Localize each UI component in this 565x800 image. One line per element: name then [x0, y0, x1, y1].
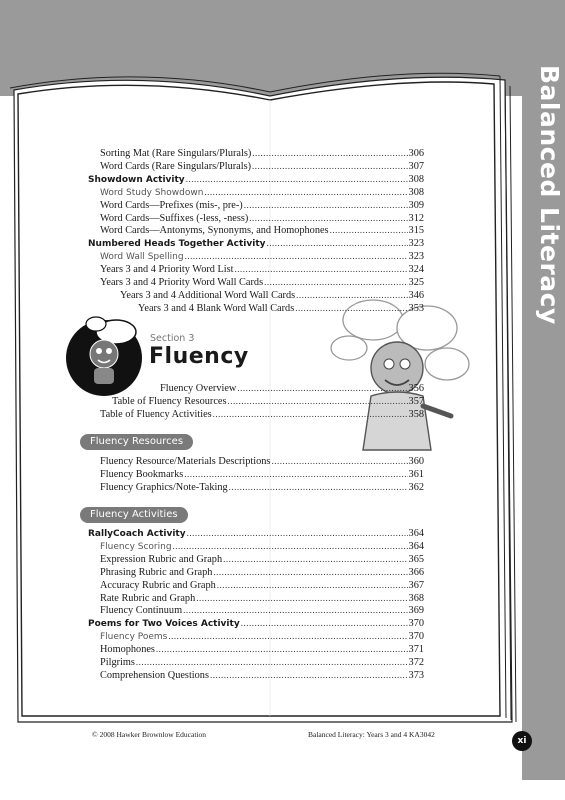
- toc-leader-dots: [196, 592, 407, 604]
- toc-entry-title: Showdown Activity: [88, 174, 185, 185]
- fluency-mascot-illustration: [315, 290, 475, 460]
- toc-entry: [100, 160, 424, 173]
- section-mascot-illustration: [60, 310, 148, 398]
- toc-entry-page: 360: [408, 456, 424, 467]
- toc-leader-dots: [237, 382, 407, 394]
- toc-entry-title: Table of Fluency Activities: [100, 409, 212, 420]
- toc-entry-page: 306: [408, 148, 424, 159]
- toc-leader-dots: [173, 540, 408, 552]
- toc-leader-dots: [235, 263, 408, 275]
- toc-entry: [100, 540, 424, 553]
- toc-entry-page: 308: [408, 186, 424, 198]
- toc-leader-dots: [223, 553, 407, 565]
- toc-entry-page: 308: [408, 173, 424, 185]
- toc-entry-page: 312: [408, 212, 424, 224]
- toc-leader-dots: [168, 630, 407, 642]
- toc-entry: [100, 592, 424, 605]
- toc-leader-dots: [229, 481, 408, 493]
- toc-entry: [100, 199, 424, 212]
- toc-entry: [100, 468, 424, 481]
- toc-entry-title: Word Study Showdown: [100, 187, 204, 198]
- toc-entry-page: 346: [408, 289, 424, 301]
- section-label: Section 3: [150, 333, 195, 344]
- toc-leader-dots: [228, 395, 408, 407]
- toc-entry: [100, 224, 424, 237]
- toc-entry-page: 325: [408, 277, 424, 288]
- toc-entry-page: 356: [408, 383, 424, 394]
- toc-leader-dots: [252, 160, 408, 172]
- toc-entry: [100, 186, 424, 199]
- toc-entry-title: Years 3 and 4 Additional Word Wall Cards: [120, 289, 296, 301]
- toc-leader-dots: [244, 199, 408, 211]
- toc-entry-title: Fluency Poems: [100, 632, 168, 643]
- toc-entry-title: Numbered Heads Together Activity: [88, 239, 266, 250]
- toc-entry: [100, 481, 424, 494]
- section-title: Fluency: [149, 344, 249, 369]
- toc-entry: [100, 276, 424, 289]
- toc-entry-page: 370: [408, 618, 424, 630]
- toc-leader-dots: [296, 289, 407, 301]
- toc-entry-page: 357: [408, 396, 424, 407]
- toc-entry-title: Years 3 and 4 Blank Word Wall Cards: [138, 302, 295, 314]
- toc-entry: [100, 455, 424, 468]
- toc-entry: [100, 604, 424, 617]
- toc-leader-dots: [217, 579, 408, 591]
- toc-leader-dots: [249, 212, 407, 224]
- toc-entry-title: Comprehension Questions: [100, 669, 209, 681]
- toc-entry-title: Accuracy Rubric and Graph: [100, 579, 216, 591]
- toc-entry-title: Sorting Mat (Rare Singulars/Plurals): [100, 148, 252, 159]
- toc-entry-title: Poems for Two Voices Activity: [88, 619, 240, 630]
- toc-entry-page: 362: [408, 482, 424, 493]
- toc-entry: [100, 263, 424, 276]
- toc-entry: [88, 173, 424, 186]
- footer-book-title: Balanced Literacy: Years 3 and 4 KA3042: [308, 730, 435, 739]
- toc-leader-dots: [330, 224, 408, 236]
- toc-entry: [138, 302, 424, 315]
- toc-leader-dots: [252, 147, 407, 159]
- toc-leader-dots: [295, 302, 407, 314]
- toc-entry-page: 368: [408, 592, 424, 604]
- toc-entry-page: 371: [408, 644, 424, 656]
- side-title: Balanced Literacy: [535, 65, 564, 325]
- toc-entry-page: 366: [408, 566, 424, 578]
- toc-entry: [160, 382, 424, 395]
- toc-entry-page: 361: [408, 469, 424, 480]
- toc-entry: [100, 643, 424, 656]
- toc-leader-dots: [204, 186, 407, 198]
- toc-entry-title: Fluency Overview: [160, 383, 237, 394]
- toc-entry-page: 373: [408, 669, 424, 681]
- toc-entry: [100, 250, 424, 263]
- toc-entry: [100, 656, 424, 669]
- toc-entry-title: Fluency Scoring: [100, 541, 172, 552]
- toc-entry: [100, 553, 424, 566]
- toc-entry-title: Years 3 and 4 Priority Word Wall Cards: [100, 277, 264, 288]
- footer-copyright: © 2008 Hawker Brownlow Education: [92, 730, 207, 739]
- toc-entry-page: 364: [408, 540, 424, 552]
- toc-entry: [112, 395, 424, 408]
- toc-entry-page: 364: [408, 528, 424, 539]
- toc-entry: [100, 147, 424, 160]
- toc-entry: [88, 527, 424, 540]
- toc-entry-page: 324: [408, 264, 424, 276]
- page-number-badge: xi: [512, 731, 532, 751]
- fluency-resources-heading: Fluency Resources: [80, 434, 193, 450]
- toc-entry-page: 372: [408, 657, 424, 668]
- toc-entry-title: Expression Rubric and Graph: [100, 553, 223, 565]
- toc-entry-page: 365: [408, 553, 424, 565]
- toc-entry: [100, 212, 424, 225]
- toc-leader-dots: [156, 643, 408, 655]
- toc-entry-title: Word Cards—Prefixes (mis-, pre-): [100, 199, 243, 211]
- toc-entry-title: Word Cards (Rare Singulars/Plurals): [100, 160, 252, 172]
- toc-entry-page: 315: [408, 225, 424, 237]
- toc-leader-dots: [185, 250, 408, 262]
- toc-entry: [100, 669, 424, 682]
- toc-entry-page: 358: [408, 409, 424, 420]
- toc-entry: [120, 289, 424, 302]
- toc-entry: [88, 237, 424, 250]
- toc-leader-dots: [267, 237, 408, 249]
- toc-entry-title: Fluency Bookmarks: [100, 469, 184, 480]
- toc-entry-title: RallyCoach Activity: [88, 529, 186, 539]
- toc-entry-title: Pilgrims: [100, 657, 135, 668]
- toc-entry-title: Fluency Graphics/Note-Taking: [100, 482, 228, 493]
- toc-leader-dots: [213, 566, 407, 578]
- toc-leader-dots: [136, 656, 408, 668]
- toc-leader-dots: [210, 669, 408, 681]
- toc-entry-page: 367: [408, 579, 424, 591]
- toc-entry: [100, 630, 424, 643]
- toc-entry-title: Rate Rubric and Graph: [100, 592, 196, 604]
- toc-entry-title: Homophones: [100, 644, 155, 656]
- toc-entry-page: 353: [408, 302, 424, 314]
- toc-leader-dots: [183, 604, 407, 616]
- toc-entry-page: 323: [408, 251, 424, 263]
- toc-leader-dots: [187, 527, 408, 539]
- toc-leader-dots: [241, 617, 408, 629]
- toc-entry: [100, 579, 424, 592]
- toc-leader-dots: [264, 276, 407, 288]
- toc-entry-page: 369: [408, 605, 424, 617]
- toc-entry: [100, 566, 424, 579]
- toc-leader-dots: [213, 408, 408, 420]
- toc-entry-title: Fluency Continuum: [100, 605, 183, 617]
- toc-entry-title: Fluency Resource/Materials Descriptions: [100, 456, 271, 467]
- toc-entry-title: Table of Fluency Resources: [112, 396, 227, 407]
- toc-entry: [100, 408, 424, 421]
- toc-entry-page: 307: [408, 160, 424, 172]
- toc-entry-page: 323: [408, 238, 424, 250]
- toc-entry-title: Phrasing Rubric and Graph: [100, 566, 213, 578]
- toc-entry-title: Word Cards—Suffixes (-less, -ness): [100, 212, 249, 224]
- fluency-activities-heading: Fluency Activities: [80, 507, 188, 523]
- toc-entry-title: Word Wall Spelling: [100, 252, 184, 263]
- toc-leader-dots: [184, 468, 407, 480]
- toc-entry-title: Years 3 and 4 Priority Word List: [100, 264, 234, 276]
- toc-leader-dots: [271, 455, 407, 467]
- toc-leader-dots: [186, 173, 408, 185]
- toc-entry: [88, 617, 424, 630]
- toc-entry-title: Word Cards—Antonyms, Synonyms, and Homophones: [100, 225, 329, 237]
- toc-entry-page: 370: [408, 631, 424, 643]
- toc-entry-page: 309: [408, 199, 424, 211]
